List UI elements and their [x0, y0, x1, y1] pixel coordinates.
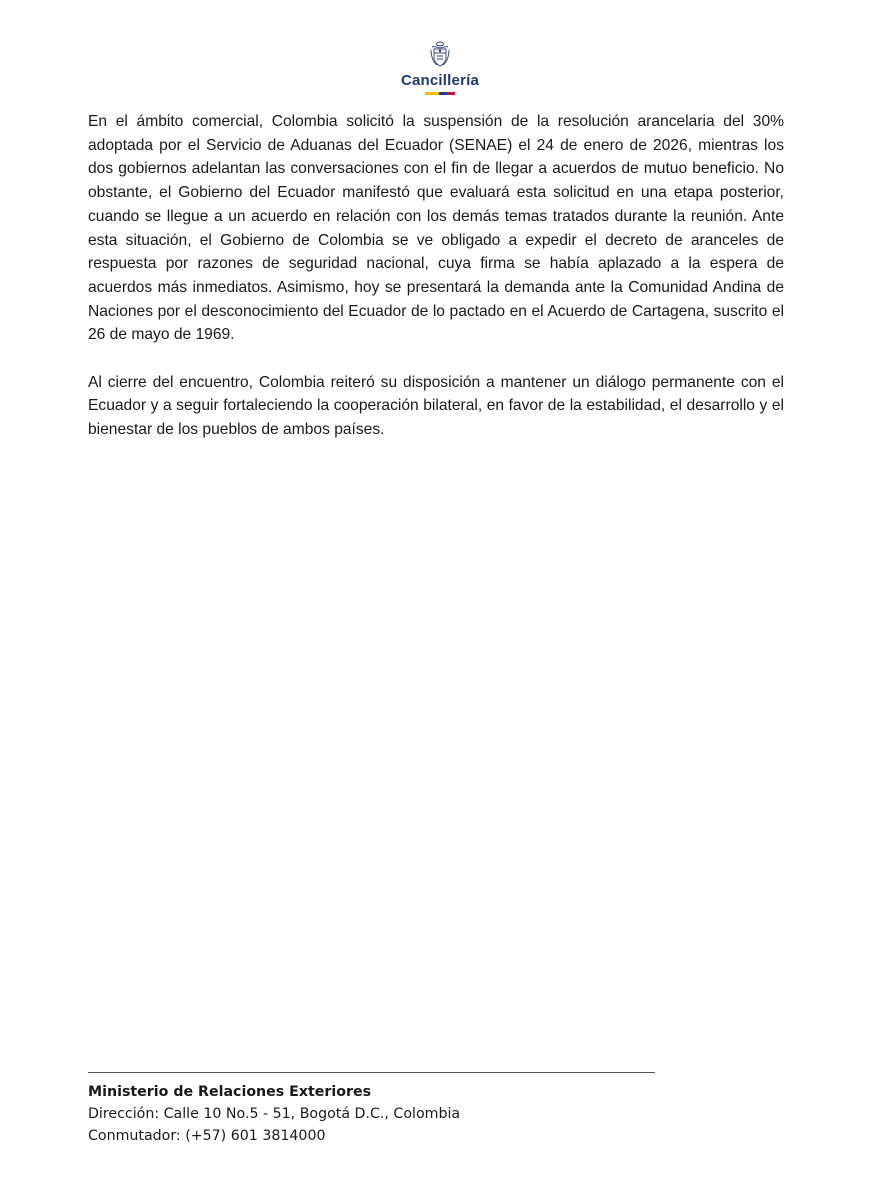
paragraph: Al cierre del encuentro, Colombia reiteró su disposición a mantener un diálogo permanente con el Ecuador y a seguir fortaleciendo la cooperación bilateral, en favor de la estabilidad, el desarrollo y el bienestar de los pueblos de ambos países.	[88, 373, 784, 439]
footer	[88, 1072, 688, 1147]
footer-organization: Ministerio de Relaciones Exteriores	[88, 1084, 372, 1100]
footer-divider	[88, 1072, 655, 1073]
brand-name: Cancillería	[400, 72, 480, 89]
flag-stripe-yellow	[425, 92, 439, 95]
document-body	[88, 110, 784, 466]
flag-stripe-blue	[439, 92, 447, 95]
footer-phone: Conmutador: (+57) 601 3814000	[88, 1128, 326, 1144]
letterhead	[0, 40, 880, 95]
paragraph: En el ámbito comercial, Colombia solicitó la suspensión de la resolución arancelaria del 30% adoptada por el Servicio de Aduanas del Ecuador (SENAE) el 24 de enero de 2026, mientras los dos gobiernos adelantan las conversaciones con el fin de llegar a acuerdos de mutuo beneficio. No obstante, el Gobierno del Ecuador manifestó que evaluará esta solicitud en una etapa posterior, cuando se llegue a un acuerdo en relación con los demás temas tratados durante la reunión. Ante esta situación, el Gobierno de Colombia se ve obligado a expedir el decreto de aranceles de respuesta por razones de seguridad nacional, cuya firma se había aplazado a la espera de acuerdos más inmediatos. Asimismo, hoy se presentará la demanda ante la Comunidad Andina de Naciones por el desconocimiento del Ecuador de lo pactado en el Acuerdo de Cartagena, suscrito el 26 de mayo de 1969.	[88, 113, 784, 344]
footer-address: Dirección: Calle 10 No.5 - 51, Bogotá D.C., Colombia	[88, 1106, 461, 1122]
flag-strip	[0, 92, 880, 95]
coat-of-arms-icon	[428, 40, 452, 70]
flag-stripe-red	[447, 92, 455, 95]
